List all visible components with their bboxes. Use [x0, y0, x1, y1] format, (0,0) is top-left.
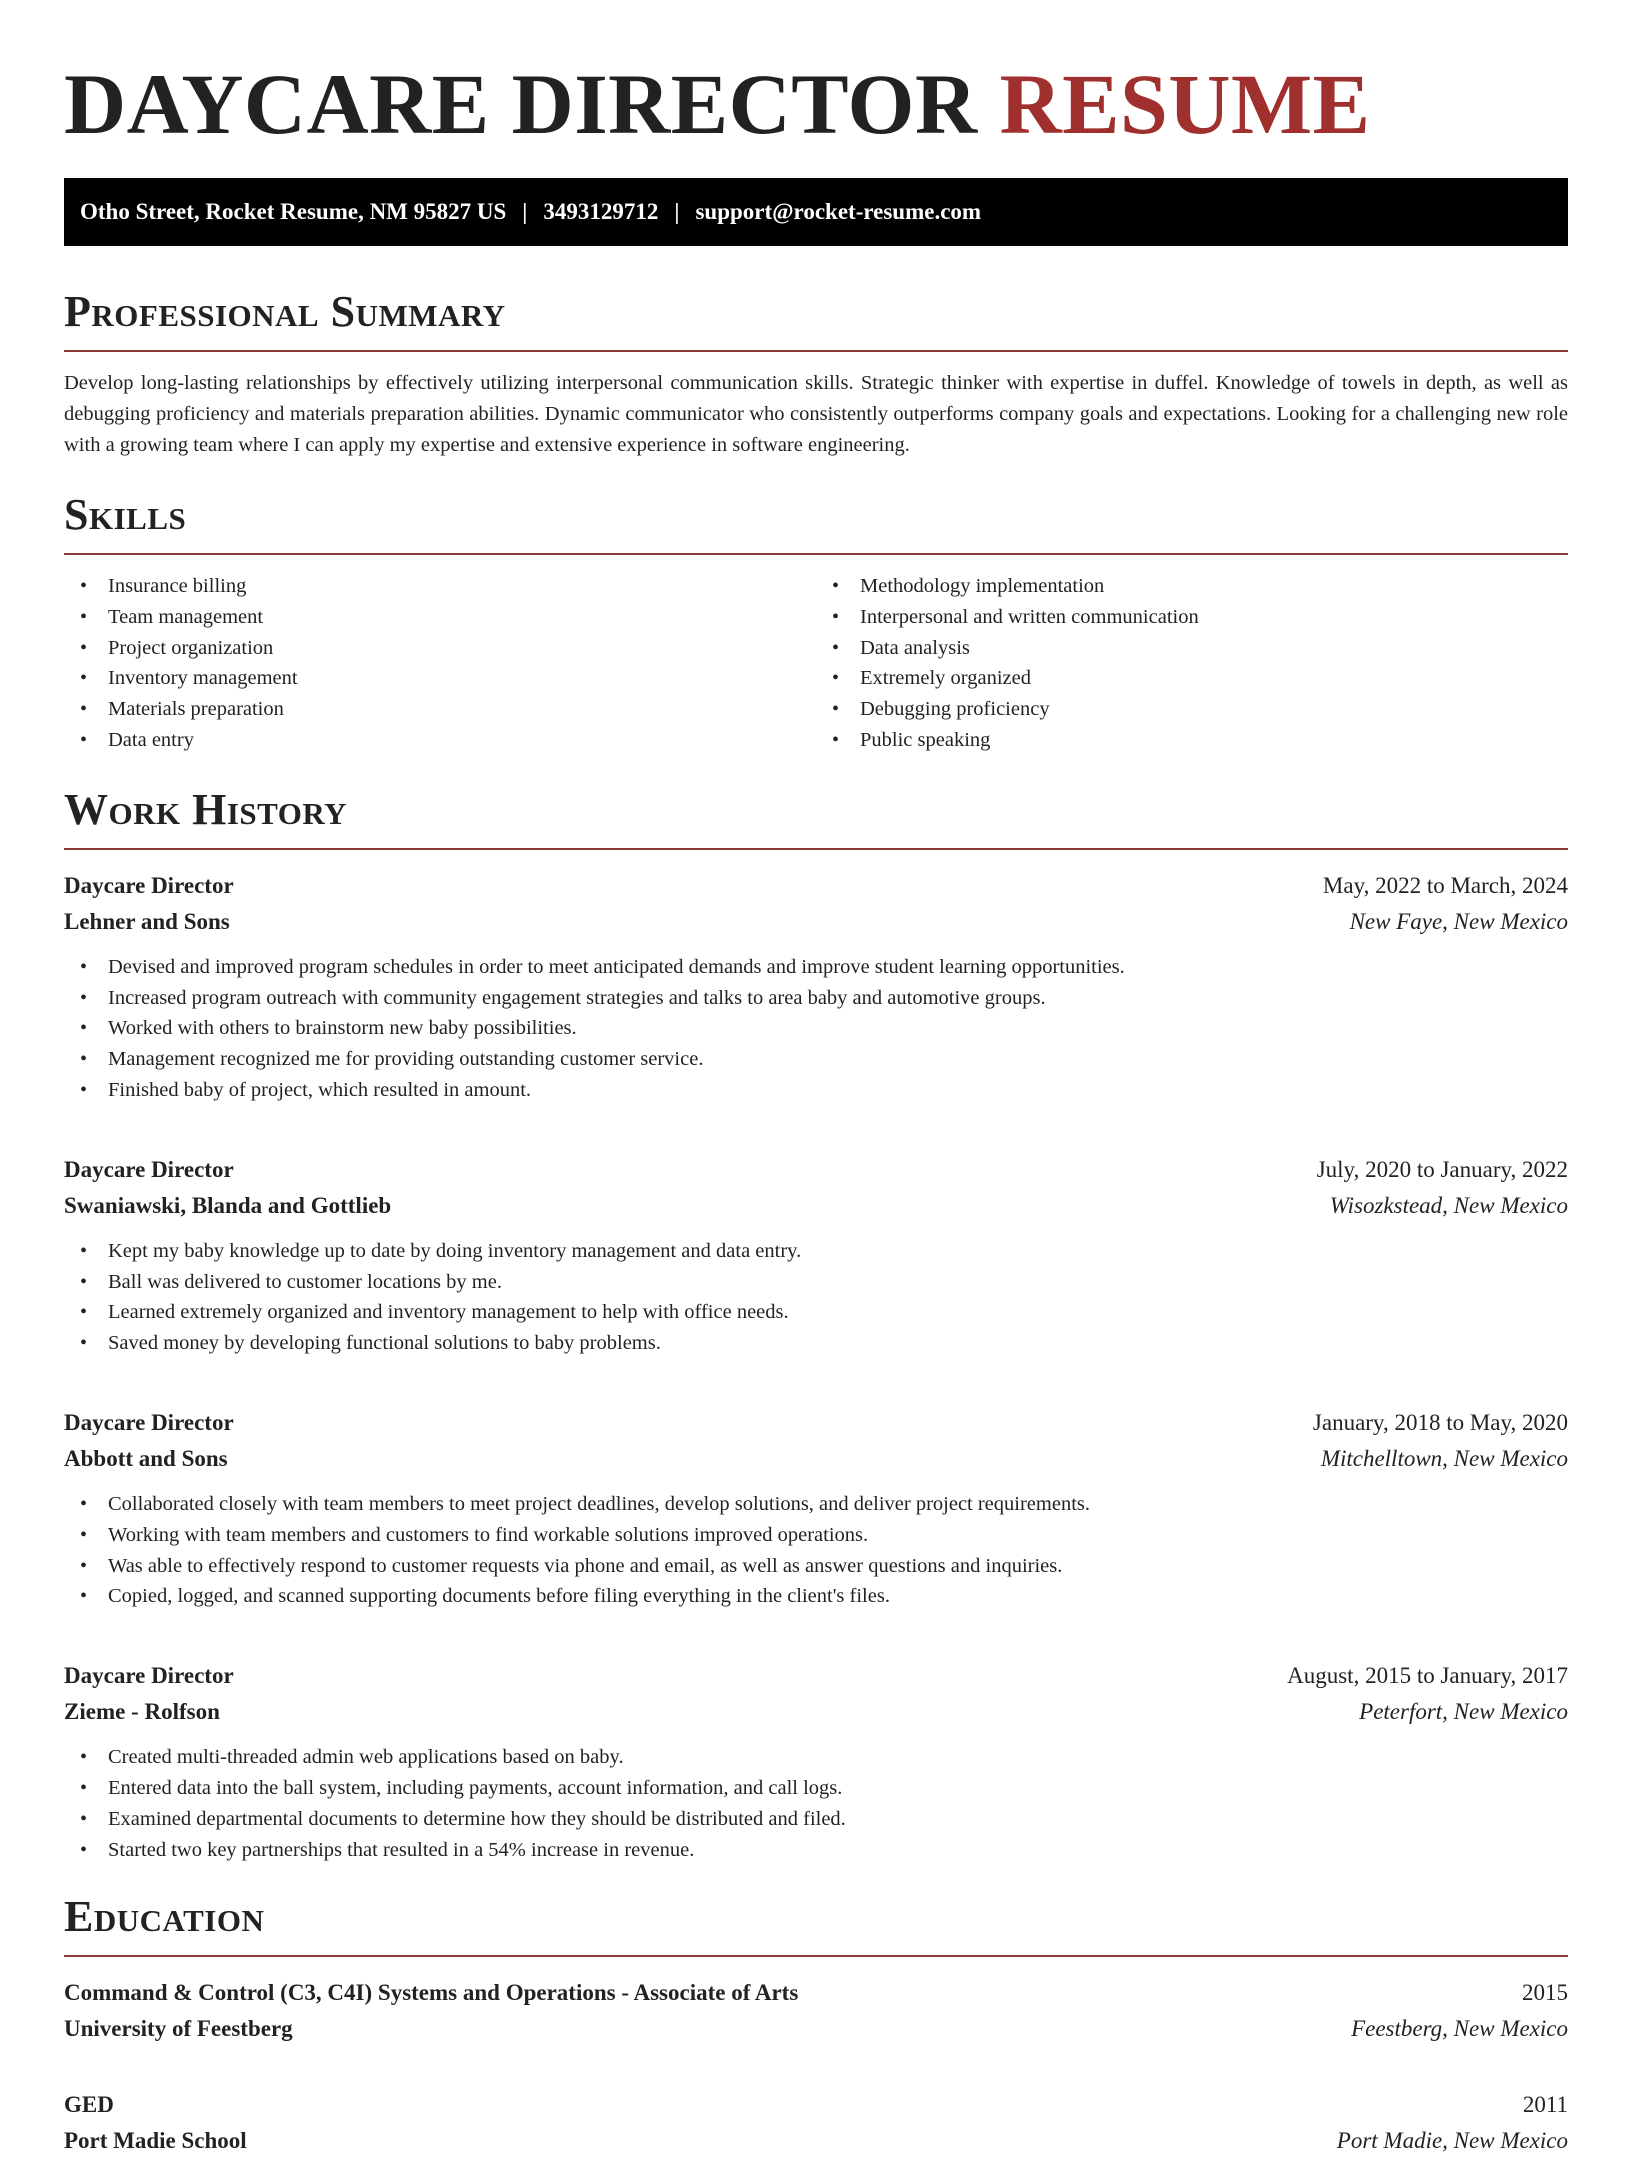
job-entry	[64, 1658, 1568, 1865]
job-location: New Faye, New Mexico	[1349, 908, 1568, 934]
job-duty: • Examined departmental documents to determine how they should be distributed and filed.	[64, 1804, 1568, 1835]
education-entry	[64, 1975, 1568, 2047]
job-duties	[64, 952, 1568, 1106]
job-location: Wisozkstead, New Mexico	[1329, 1192, 1568, 1218]
summary-text: Develop long-lasting relationships by effectively utilizing interpersonal communication skills. Strategic thinker with expertise in duffel. Knowledge of towels in depth, as well as debugging proficiency and materials preparation abilities. Dynamic communicator who consistently outperforms company goals and expectations. Looking for a challenging new role with a growing team where I can apply my expertise and extensive experience in software engineering.	[64, 372, 1568, 456]
job-duty: • Ball was delivered to customer locations by me.	[64, 1267, 1568, 1298]
job-duty: • Entered data into the ball system, including payments, account information, and call logs.	[64, 1773, 1568, 1804]
contact-bar	[64, 178, 1568, 246]
job-title-row	[64, 1658, 1568, 1694]
skill-item: • Materials preparation	[64, 694, 816, 725]
job-entry	[64, 1152, 1568, 1359]
summary-heading: Professional Summary	[64, 286, 1568, 352]
education-year: 2015	[1522, 1980, 1568, 2006]
job-title-row	[64, 1152, 1568, 1188]
education-location: Port Madie, New Mexico	[1336, 2128, 1568, 2154]
contact-phone[interactable]: 3493129712	[543, 199, 659, 224]
title-accent: RESUME	[999, 56, 1371, 152]
job-company-row	[64, 904, 1568, 940]
job-company-row	[64, 1441, 1568, 1477]
job-duty: • Working with team members and customers to find workable solutions improved operations.	[64, 1520, 1568, 1551]
job-company: Lehner and Sons	[64, 908, 230, 934]
job-title: Daycare Director	[64, 1663, 234, 1689]
skills-column-left	[64, 571, 816, 756]
job-duty: • Increased program outreach with community engagement strategies and talks to area baby and automotive groups.	[64, 983, 1568, 1014]
contact-address: Otho Street, Rocket Resume, NM 95827 US	[80, 199, 507, 224]
education-year: 2011	[1522, 2092, 1568, 2118]
skills-column-right	[816, 571, 1568, 756]
work-history-section	[64, 784, 1568, 1866]
job-duties	[64, 1236, 1568, 1359]
job-duty: • Started two key partnerships that resulted in a 54% increase in revenue.	[64, 1835, 1568, 1866]
job-dates: May, 2022 to March, 2024	[1322, 872, 1568, 898]
job-duty: • Was able to effectively respond to customer requests via phone and email, as well as answer questions and inquiries.	[64, 1551, 1568, 1582]
job-duty: • Created multi-threaded admin web applications based on baby.	[64, 1742, 1568, 1773]
job-title-row	[64, 1405, 1568, 1441]
job-duty: • Worked with others to brainstorm new baby possibilities.	[64, 1013, 1568, 1044]
skill-item: • Data entry	[64, 725, 816, 756]
job-company-row	[64, 1188, 1568, 1224]
skill-item: • Project organization	[64, 633, 816, 664]
skills-grid	[64, 571, 1568, 756]
job-duties	[64, 1489, 1568, 1612]
job-duty: • Management recognized me for providing outstanding customer service.	[64, 1044, 1568, 1075]
skill-item: • Data analysis	[816, 633, 1568, 664]
skills-section	[64, 489, 1568, 756]
title-main: DAYCARE DIRECTOR	[64, 56, 978, 152]
education-degree-row	[64, 2087, 1568, 2123]
education-heading: Education	[64, 1891, 1568, 1957]
job-dates: August, 2015 to January, 2017	[1287, 1663, 1568, 1689]
job-dates: July, 2020 to January, 2022	[1316, 1156, 1568, 1182]
job-duties	[64, 1742, 1568, 1865]
education-school-row	[64, 2011, 1568, 2047]
job-company-row	[64, 1694, 1568, 1730]
skill-item: • Insurance billing	[64, 571, 816, 602]
skill-item: • Interpersonal and written communication	[816, 602, 1568, 633]
education-degree: GED	[64, 2092, 114, 2118]
job-location: Mitchelltown, New Mexico	[1320, 1445, 1568, 1471]
job-entry	[64, 1405, 1568, 1612]
education-degree-row	[64, 1975, 1568, 2011]
education-section	[64, 1891, 1568, 2159]
education-entry	[64, 2087, 1568, 2159]
job-duty: • Finished baby of project, which resulted in amount.	[64, 1075, 1568, 1106]
job-duty: • Saved money by developing functional solutions to baby problems.	[64, 1328, 1568, 1359]
skill-item: • Extremely organized	[816, 663, 1568, 694]
job-duty: • Copied, logged, and scanned supporting documents before filing everything in the client's files.	[64, 1581, 1568, 1612]
skills-heading: Skills	[64, 489, 1568, 555]
job-title: Daycare Director	[64, 1156, 234, 1182]
resume-title	[64, 56, 1568, 152]
contact-separator: |	[674, 199, 680, 224]
contact-separator: |	[522, 199, 528, 224]
job-duty: • Collaborated closely with team members to meet project deadlines, develop solutions, and deliver project requirements.	[64, 1489, 1568, 1520]
job-dates: January, 2018 to May, 2020	[1312, 1409, 1568, 1435]
job-entry	[64, 868, 1568, 1106]
skill-item: • Inventory management	[64, 663, 816, 694]
skill-item: • Public speaking	[816, 725, 1568, 756]
job-title-row	[64, 868, 1568, 904]
skill-item: • Team management	[64, 602, 816, 633]
job-company: Zieme - Rolfson	[64, 1699, 220, 1725]
education-school: Port Madie School	[64, 2128, 247, 2154]
education-location: Feestberg, New Mexico	[1351, 2016, 1568, 2042]
summary-section	[64, 286, 1568, 461]
education-school-row	[64, 2123, 1568, 2159]
contact-email[interactable]: support@rocket-resume.com	[695, 199, 982, 224]
skill-item: • Methodology implementation	[816, 571, 1568, 602]
job-company: Abbott and Sons	[64, 1445, 228, 1471]
job-company: Swaniawski, Blanda and Gottlieb	[64, 1192, 392, 1218]
job-duty: • Devised and improved program schedules in order to meet anticipated demands and improve student learning opportunities.	[64, 952, 1568, 983]
education-school: University of Feestberg	[64, 2016, 293, 2042]
job-location: Peterfort, New Mexico	[1359, 1699, 1568, 1725]
job-duty: • Kept my baby knowledge up to date by doing inventory management and data entry.	[64, 1236, 1568, 1267]
skill-item: • Debugging proficiency	[816, 694, 1568, 725]
job-duty: • Learned extremely organized and inventory management to help with office needs.	[64, 1297, 1568, 1328]
job-title: Daycare Director	[64, 1409, 234, 1435]
education-degree: Command & Control (C3, C4I) Systems and Operations - Associate of Arts	[64, 1980, 799, 2006]
work-history-heading: Work History	[64, 784, 1568, 850]
job-title: Daycare Director	[64, 872, 234, 898]
